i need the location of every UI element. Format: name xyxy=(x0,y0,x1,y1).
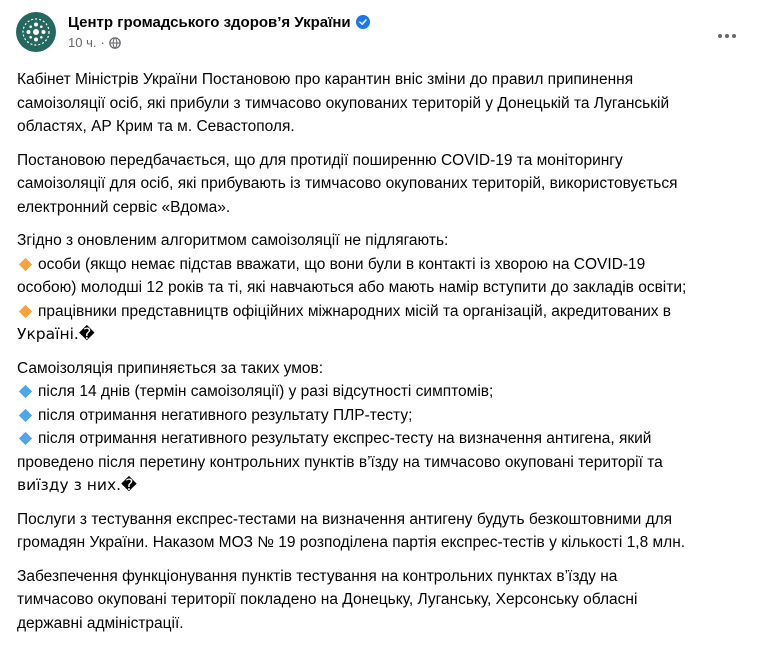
text-line: Послуги з тестування експрес-тестами на визначення антигену будуть безкоштовними для xyxy=(17,510,673,528)
list-item xyxy=(17,404,751,428)
list-item-text: після отримання негативного результату експрес-тесту на визначення антигена, який xyxy=(38,430,652,447)
post-meta xyxy=(68,12,370,50)
list-item xyxy=(17,253,751,277)
text-line: Самоізоляція припиняється за таких умов: xyxy=(17,359,324,377)
paragraph-2 xyxy=(17,149,751,220)
blue-diamond-icon xyxy=(19,432,32,445)
page-avatar[interactable] xyxy=(16,12,56,52)
post-text xyxy=(17,68,751,645)
paragraph-5 xyxy=(17,508,751,555)
list-item xyxy=(17,300,751,324)
more-options-icon[interactable] xyxy=(711,20,743,52)
text-line: електронний сервіс «Вдома». xyxy=(17,198,231,216)
page-name-row xyxy=(68,12,370,32)
text-line: Забезпечення функціонування пунктів тестування на контрольних пунктах в’їзду на xyxy=(17,567,618,585)
paragraph-1 xyxy=(17,68,751,139)
text-line: державні адміністрації. xyxy=(17,614,184,632)
globe-icon[interactable] xyxy=(109,37,121,49)
list-item-text: після отримання негативного результату ПЛР-тесту; xyxy=(38,406,413,424)
list-item xyxy=(17,427,751,451)
blue-diamond-icon xyxy=(19,385,32,398)
post-subline xyxy=(68,35,370,50)
orange-diamond-icon xyxy=(19,257,32,270)
text-line: самоізоляції осіб, які прибули з тимчасово окупованих територій у Донецькій та Луганській xyxy=(17,94,670,112)
post-timestamp[interactable]: 10 ч. xyxy=(68,35,97,50)
verified-badge-icon xyxy=(356,15,370,29)
list-item-text: працівники представництв офіційних міжнародних місій та організацій, акредитованих в xyxy=(38,302,672,320)
paragraph-3 xyxy=(17,229,751,347)
text-line: Постановою передбачається, що для протидії поширенню COVID-19 та моніторингу xyxy=(17,151,623,169)
list-item xyxy=(17,380,751,404)
post-header xyxy=(16,12,747,56)
list-item-text: після 14 днів (термін самоізоляції) у разі відсутності симптомів; xyxy=(38,383,494,400)
text-line: Україні.� xyxy=(17,325,95,343)
text-line: виїзду з них.� xyxy=(17,476,137,494)
paragraph-6 xyxy=(17,565,751,636)
blue-diamond-icon xyxy=(19,408,32,421)
text-line: Кабінет Міністрів України Постановою про карантин вніс зміни до правил припинення xyxy=(17,71,634,88)
text-line: областях, АР Крим та м. Севастополя. xyxy=(17,118,295,135)
text-line: особою) молодші 12 років та ті, які навчаються або мають намір вступити до закладів освіти; xyxy=(17,279,687,296)
page-name-link[interactable]: Центр громадського здоров’я України xyxy=(68,13,351,31)
text-line: громадян України. Наказом МОЗ № 19 розподілена партія експрес-тестів у кількості 1,8 млн. xyxy=(17,534,686,551)
text-line: тимчасово окуповані території покладено на Донецьку, Луганську, Херсонську обласні xyxy=(17,591,638,608)
paragraph-4 xyxy=(17,357,751,498)
meta-separator: · xyxy=(100,35,105,50)
text-line: проведено після перетину контрольних пунктів в’їзду на тимчасово окуповані території та xyxy=(17,453,663,471)
orange-diamond-icon xyxy=(19,304,32,317)
text-line: Згідно з оновленим алгоритмом самоізоляції не підлягають: xyxy=(17,232,449,249)
list-item-text: особи (якщо немає підстав вважати, що вони були в контакті із хворою на COVID-19 xyxy=(38,255,646,273)
text-line: самоізоляції для осіб, які прибувають із тимчасово окупованих територій, використовується xyxy=(17,175,678,192)
cross-logo-icon xyxy=(21,17,51,47)
